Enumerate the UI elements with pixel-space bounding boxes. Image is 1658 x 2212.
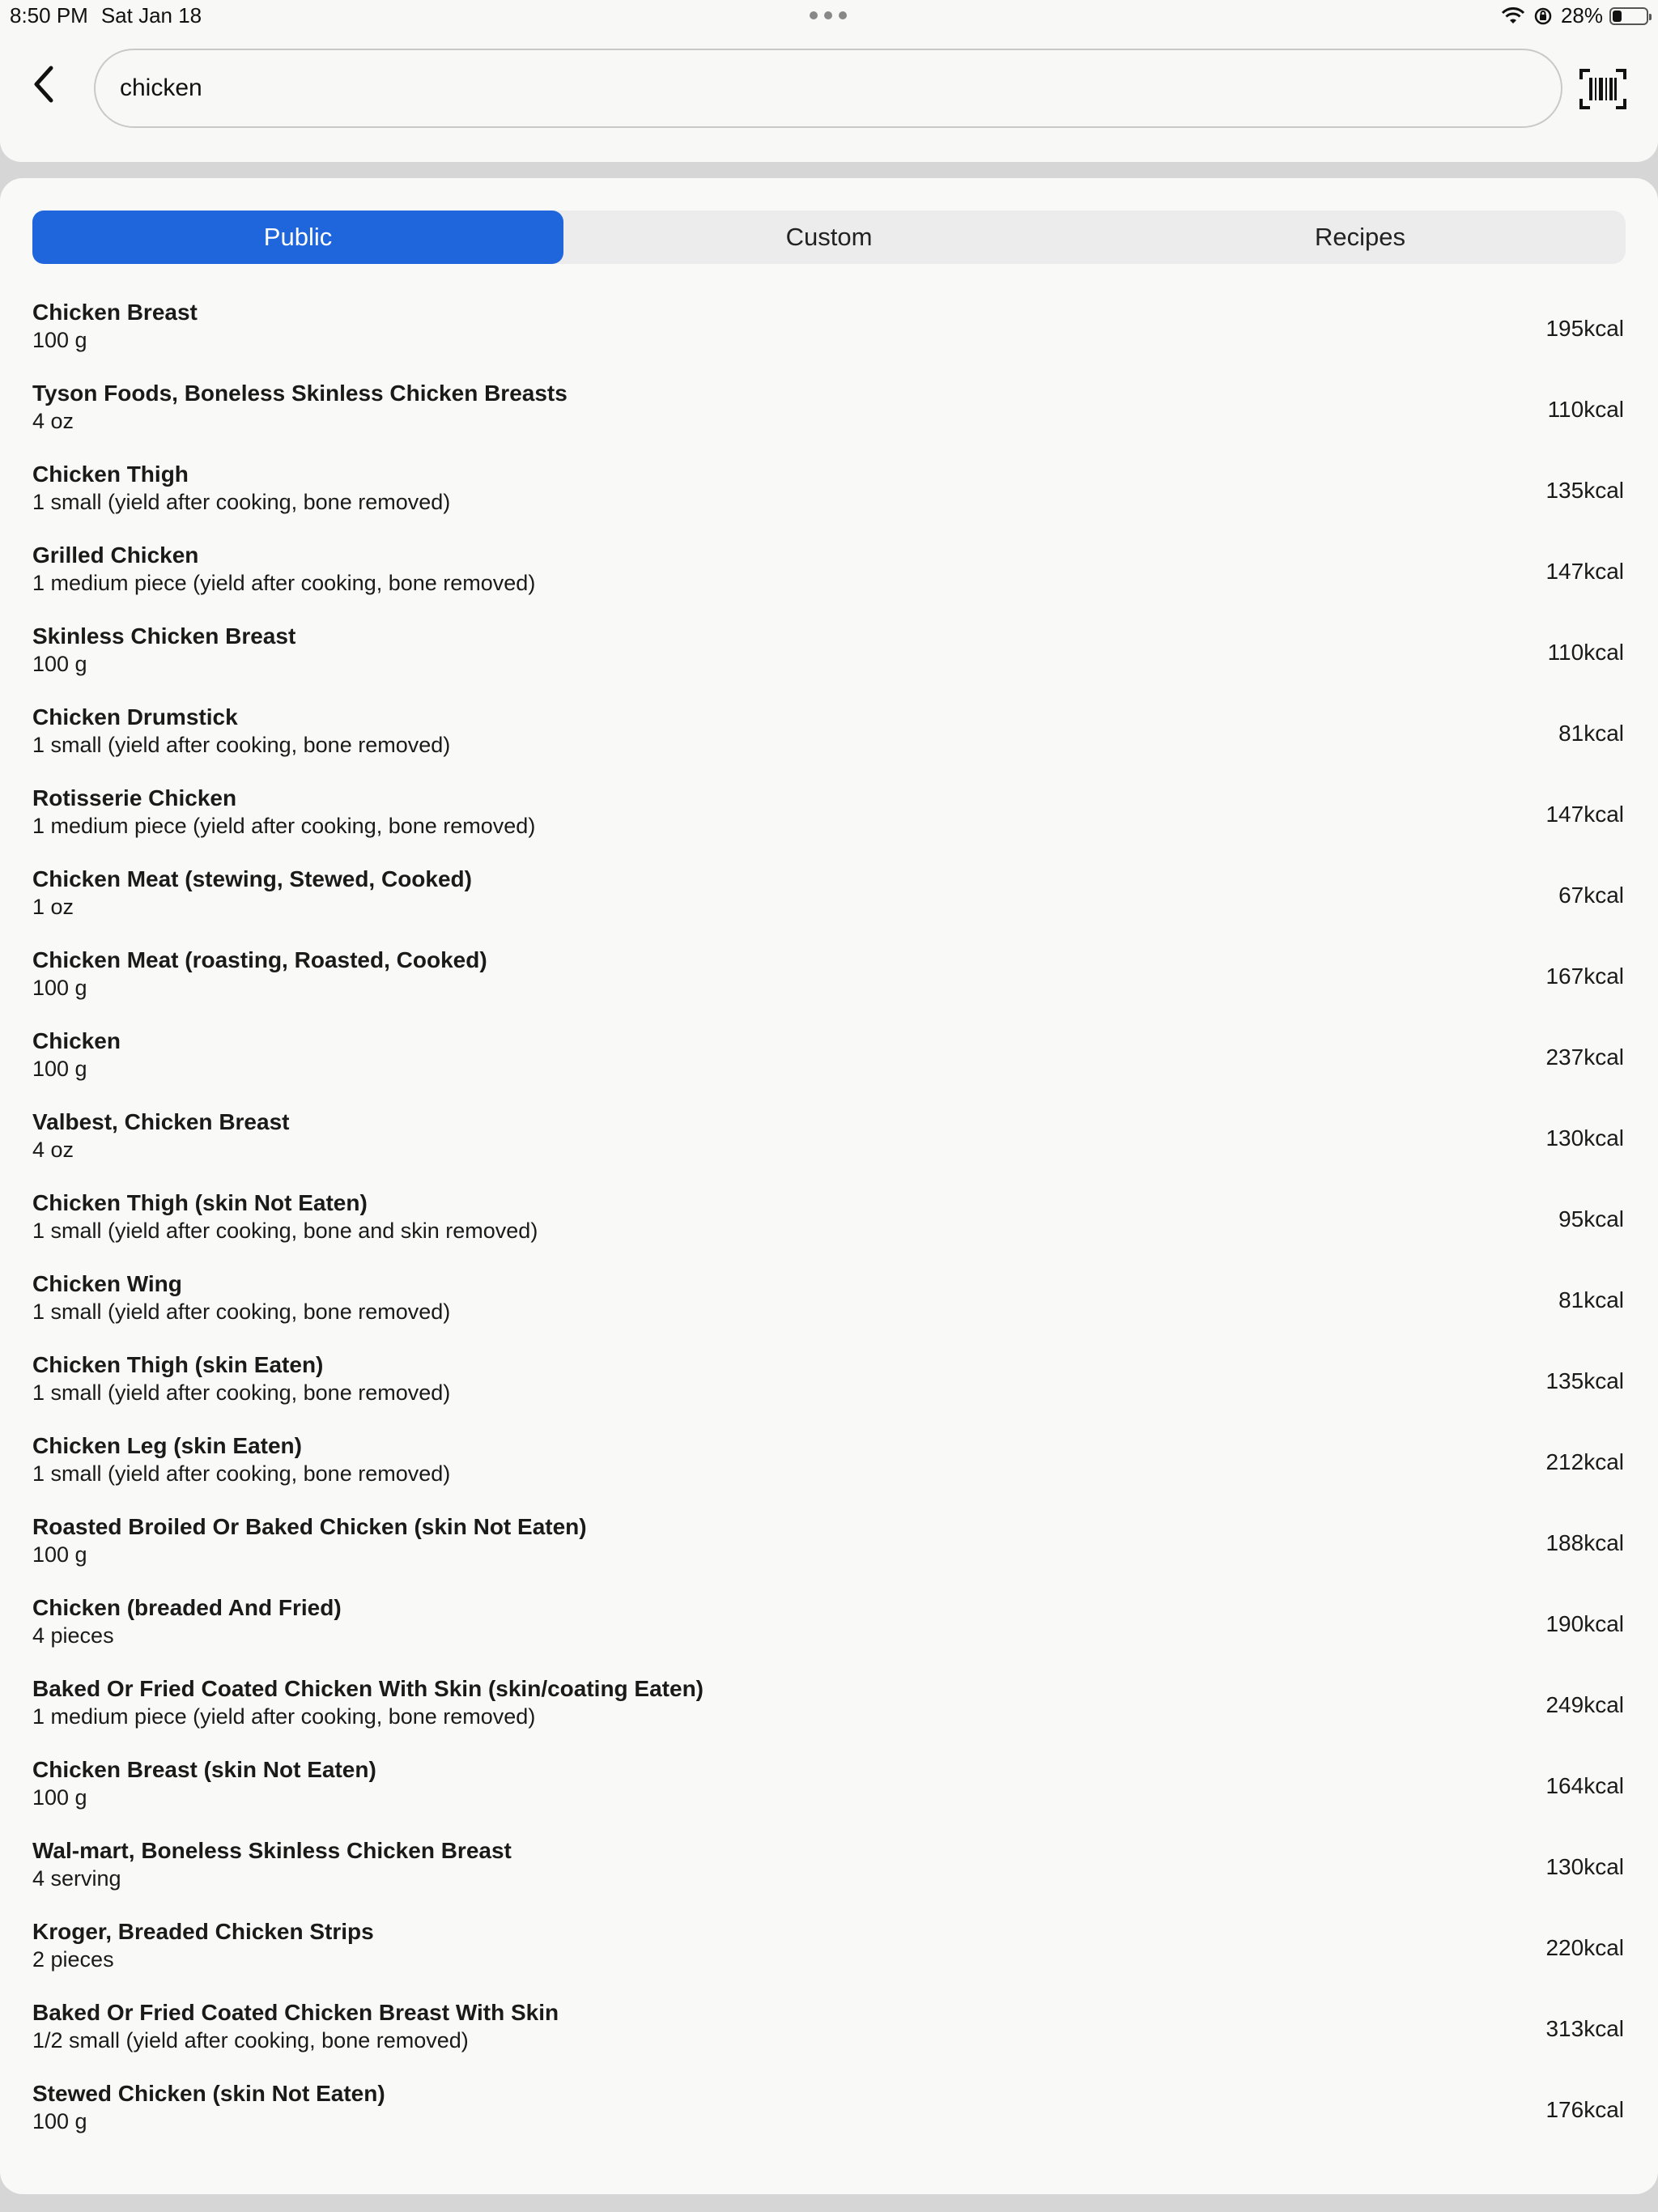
food-name: Wal-mart, Boneless Skinless Chicken Breast [32,1838,512,1863]
food-calories: 81kcal [1558,1287,1624,1312]
food-name: Baked Or Fried Coated Chicken Breast With Skin [32,2000,559,2025]
tab-public[interactable]: Public [32,211,563,264]
food-serving: 1 small (yield after cooking, bone removed) [32,733,451,757]
back-button[interactable] [21,62,66,107]
source-tabs [32,211,1626,264]
food-list-item[interactable] [32,1425,1624,1506]
food-name: Chicken Thigh (skin Not Eaten) [32,1190,368,1215]
food-name: Chicken Leg (skin Eaten) [32,1433,302,1458]
food-list-item[interactable] [32,372,1624,453]
food-serving: 1/2 small (yield after cooking, bone removed) [32,2028,469,2052]
food-serving: 1 oz [32,895,74,919]
food-name: Chicken Thigh (skin Eaten) [32,1352,324,1377]
food-list-item[interactable] [32,2073,1624,2154]
food-name: Chicken [32,1028,121,1053]
food-list-item[interactable] [32,1668,1624,1749]
food-list-item[interactable] [32,696,1624,777]
food-serving: 100 g [32,976,87,1000]
status-bar [0,0,1658,32]
food-serving: 100 g [32,1785,87,1810]
food-serving: 100 g [32,1542,87,1567]
tab-recipes[interactable]: Recipes [1315,223,1405,251]
food-serving: 100 g [32,2109,87,2133]
food-calories: 67kcal [1558,883,1624,908]
battery-icon [1609,7,1648,25]
food-serving: 4 pieces [32,1623,114,1648]
food-calories: 188kcal [1545,1530,1624,1555]
food-list-item[interactable] [32,534,1624,615]
food-serving: 1 medium piece (yield after cooking, bone removed) [32,571,536,595]
food-list-item[interactable] [32,1749,1624,1830]
food-serving: 2 pieces [32,1947,114,1972]
food-list-item[interactable] [32,1344,1624,1425]
food-name: Chicken (breaded And Fried) [32,1595,342,1620]
food-serving: 1 medium piece (yield after cooking, bone removed) [32,1704,536,1729]
battery-percent: 28% [1560,3,1603,28]
food-serving: 1 medium piece (yield after cooking, bone removed) [32,814,536,838]
food-list-item[interactable] [32,939,1624,1020]
food-calories: 313kcal [1545,2016,1624,2041]
food-calories: 176kcal [1545,2097,1624,2122]
food-name: Chicken Breast [32,300,198,325]
food-results-list [32,291,1624,2154]
food-list-item[interactable] [32,615,1624,696]
food-calories: 164kcal [1545,1773,1624,1798]
food-name: Roasted Broiled Or Baked Chicken (skin Not Eaten) [32,1514,587,1539]
food-calories: 237kcal [1545,1044,1624,1070]
food-calories: 147kcal [1545,802,1624,827]
food-list-item[interactable] [32,453,1624,534]
food-calories: 135kcal [1545,478,1624,503]
status-indicators [1501,3,1648,28]
food-calories: 167kcal [1545,963,1624,989]
food-calories: 135kcal [1545,1368,1624,1393]
food-name: Skinless Chicken Breast [32,623,296,649]
barcode-scan-icon [1579,68,1627,110]
food-list-item[interactable] [32,1911,1624,1992]
wifi-icon [1501,7,1525,25]
food-calories: 110kcal [1547,397,1624,422]
food-name: Tyson Foods, Boneless Skinless Chicken Breasts [32,381,568,406]
food-calories: 190kcal [1545,1611,1624,1636]
food-serving: 100 g [32,652,87,676]
food-serving: 1 small (yield after cooking, bone removed) [32,1380,451,1405]
food-serving: 4 oz [32,1138,74,1162]
search-header [0,32,1658,162]
food-list-item[interactable] [32,777,1624,858]
battery-level [1613,11,1622,22]
food-list-item[interactable] [32,1992,1624,2073]
food-list-item[interactable] [32,858,1624,939]
food-name: Rotisserie Chicken [32,785,237,810]
food-name: Chicken Meat (roasting, Roasted, Cooked) [32,947,487,972]
food-serving: 4 oz [32,409,74,433]
results-sheet [0,178,1658,2194]
food-serving: 1 small (yield after cooking, bone and skin removed) [32,1219,538,1243]
food-calories: 195kcal [1545,316,1624,341]
food-calories: 130kcal [1545,1125,1624,1151]
food-serving: 100 g [32,1057,87,1081]
food-name: Chicken Breast (skin Not Eaten) [32,1757,376,1782]
food-name: Kroger, Breaded Chicken Strips [32,1919,374,1944]
food-list-item[interactable] [32,1263,1624,1344]
orientation-lock-icon [1533,6,1553,26]
food-serving: 4 serving [32,1866,121,1891]
food-serving: 100 g [32,328,87,352]
food-name: Grilled Chicken [32,542,199,568]
food-list-item[interactable] [32,1101,1624,1182]
food-calories: 220kcal [1545,1935,1624,1960]
status-time: 8:50 PM [10,3,88,28]
food-name: Stewed Chicken (skin Not Eaten) [32,2081,385,2106]
food-list-item[interactable] [32,1182,1624,1263]
multitasking-dots-icon[interactable] [810,11,847,21]
food-list-item[interactable] [32,291,1624,372]
food-calories: 81kcal [1558,721,1624,746]
food-calories: 110kcal [1547,640,1624,665]
food-name: Baked Or Fried Coated Chicken With Skin (skin/coating Eaten) [32,1676,704,1701]
food-name: Chicken Thigh [32,462,189,487]
status-date: Sat Jan 18 [100,3,202,28]
food-calories: 249kcal [1545,1692,1624,1717]
food-serving: 1 small (yield after cooking, bone removed) [32,1300,451,1324]
food-list-item[interactable] [32,1587,1624,1668]
search-input[interactable] [94,49,1562,128]
food-name: Valbest, Chicken Breast [32,1109,290,1134]
food-serving: 1 small (yield after cooking, bone removed) [32,490,451,514]
food-calories: 147kcal [1545,559,1624,584]
food-calories: 95kcal [1558,1206,1624,1231]
food-name: Chicken Drumstick [32,704,238,730]
food-name: Chicken Wing [32,1271,182,1296]
status-datetime [10,3,215,28]
food-list-item[interactable] [32,1506,1624,1587]
barcode-scan-button[interactable] [1575,62,1630,117]
food-calories: 212kcal [1545,1449,1624,1474]
food-serving: 1 small (yield after cooking, bone removed) [32,1461,451,1486]
tab-custom[interactable]: Custom [785,223,873,251]
chevron-left-icon [32,65,56,104]
food-list-item[interactable] [32,1020,1624,1101]
food-name: Chicken Meat (stewing, Stewed, Cooked) [32,866,472,891]
food-list-item[interactable] [32,1830,1624,1911]
food-calories: 130kcal [1545,1854,1624,1879]
